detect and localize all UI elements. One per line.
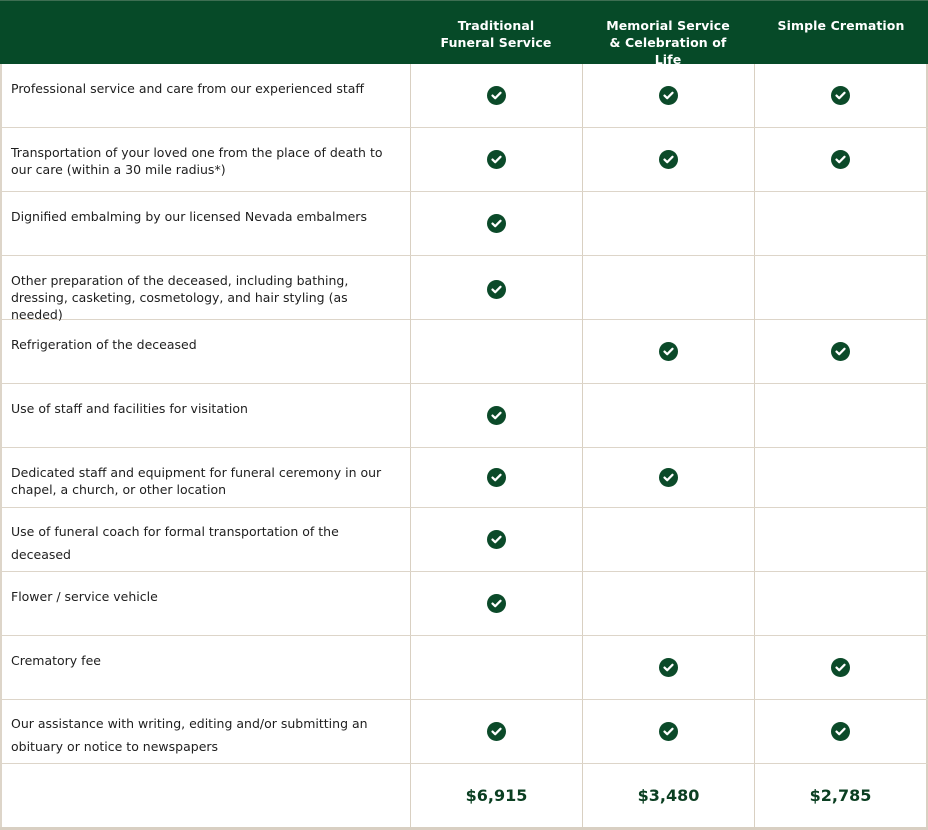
traditional-cell (410, 256, 582, 323)
memorial-cell (582, 64, 754, 127)
table-row (0, 700, 928, 764)
cremation-cell (754, 64, 928, 127)
check-circle-icon (659, 468, 678, 487)
traditional-cell (410, 320, 582, 383)
check-circle-icon (659, 342, 678, 361)
header-traditional: Traditional Funeral Service (440, 18, 552, 50)
table-row (0, 508, 928, 572)
feature-label: Use of funeral coach for formal transportation of the deceased (0, 508, 410, 571)
cremation-cell (754, 128, 928, 191)
table-row (0, 636, 928, 700)
cremation-cell (754, 192, 928, 255)
check-circle-icon (487, 214, 506, 233)
price-memorial: $3,480 (637, 786, 700, 805)
memorial-cell (582, 128, 754, 191)
memorial-cell (582, 636, 754, 699)
memorial-cell (582, 572, 754, 635)
table-row (0, 572, 928, 636)
memorial-cell (582, 700, 754, 763)
check-circle-icon (487, 406, 506, 425)
memorial-cell (582, 320, 754, 383)
feature-label: Refrigeration of the deceased (0, 320, 410, 383)
traditional-cell (410, 508, 582, 571)
table-row (0, 192, 928, 256)
feature-label: Use of staff and facilities for visitation (0, 384, 410, 447)
feature-label: Transportation of your loved one from the place of death to our care (within a 30 mile radius*) (0, 128, 410, 191)
memorial-cell (582, 448, 754, 507)
feature-label: Other preparation of the deceased, including bathing, dressing, casketing, cosmetology, and hair styling (as needed) (0, 256, 410, 323)
check-circle-icon (487, 722, 506, 741)
feature-label: Professional service and care from our experienced staff (0, 64, 410, 127)
check-circle-icon (659, 658, 678, 677)
table-row (0, 320, 928, 384)
cremation-cell (754, 448, 928, 507)
memorial-cell (582, 384, 754, 447)
check-circle-icon (487, 530, 506, 549)
table-row (0, 448, 928, 508)
feature-label: Our assistance with writing, editing and/or submitting an obituary or notice to newspapers (0, 700, 410, 763)
feature-label: Flower / service vehicle (0, 572, 410, 635)
traditional-cell (410, 572, 582, 635)
check-circle-icon (831, 86, 850, 105)
feature-label: Dedicated staff and equipment for funeral ceremony in our chapel, a church, or other location (0, 448, 410, 507)
check-circle-icon (487, 150, 506, 169)
table-row (0, 64, 928, 128)
check-circle-icon (659, 86, 678, 105)
price-cremation: $2,785 (809, 786, 872, 805)
header-memorial: Memorial Service & Celebration of Life (606, 18, 730, 67)
memorial-cell (582, 256, 754, 323)
header-cremation: Simple Cremation (777, 18, 905, 33)
cremation-cell (754, 636, 928, 699)
table-body (0, 64, 928, 764)
check-circle-icon (487, 86, 506, 105)
check-circle-icon (487, 468, 506, 487)
memorial-cell (582, 508, 754, 571)
traditional-cell (410, 384, 582, 447)
cremation-cell (754, 572, 928, 635)
check-circle-icon (659, 150, 678, 169)
table-row (0, 256, 928, 320)
check-circle-icon (831, 342, 850, 361)
traditional-cell (410, 448, 582, 507)
cremation-cell (754, 256, 928, 323)
price-traditional: $6,915 (465, 786, 528, 805)
traditional-cell (410, 192, 582, 255)
cremation-cell (754, 384, 928, 447)
feature-label: Crematory fee (0, 636, 410, 699)
traditional-cell (410, 128, 582, 191)
cremation-cell (754, 700, 928, 763)
price-row (0, 764, 928, 830)
check-circle-icon (487, 594, 506, 613)
table-row (0, 384, 928, 448)
table-row (0, 128, 928, 192)
feature-label: Dignified embalming by our licensed Nevada embalmers (0, 192, 410, 255)
check-circle-icon (831, 658, 850, 677)
check-circle-icon (831, 150, 850, 169)
table-header (0, 0, 928, 67)
traditional-cell (410, 636, 582, 699)
memorial-cell (582, 192, 754, 255)
check-circle-icon (831, 722, 850, 741)
check-circle-icon (487, 280, 506, 299)
traditional-cell (410, 700, 582, 763)
cremation-cell (754, 320, 928, 383)
header-blank (0, 1, 410, 68)
price-row-label (0, 764, 410, 827)
traditional-cell (410, 64, 582, 127)
check-circle-icon (659, 722, 678, 741)
cremation-cell (754, 508, 928, 571)
